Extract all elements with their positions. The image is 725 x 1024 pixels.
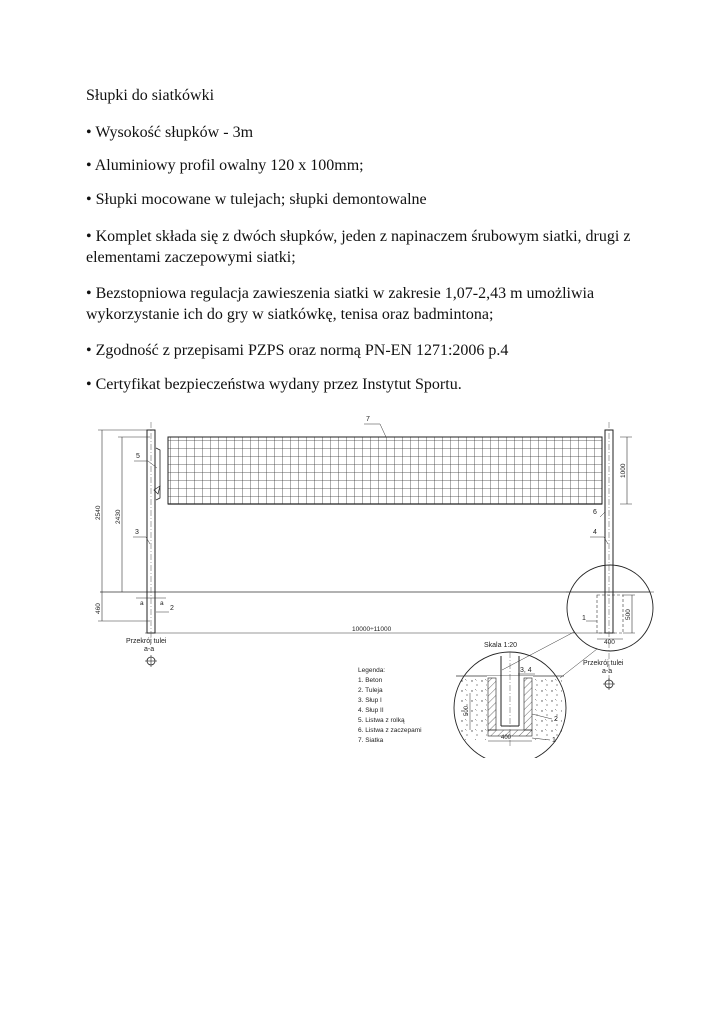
- legend-item-6: 6. Listwa z zaczepami: [358, 727, 422, 734]
- bullet-standard: • Zgodność z przepisami PZPS oraz normą PN-EN 1271:2006 p.4: [86, 342, 509, 359]
- section-label-right: Przekrój tulei: [583, 660, 624, 667]
- bullet-height: • Wysokość słupków - 3m: [86, 124, 254, 141]
- legend-item-3: 3. Słup I: [358, 697, 382, 704]
- callout-2-zoom: 2: [554, 716, 558, 723]
- callout-1: 1: [582, 615, 586, 622]
- bullet-regulation: • Bezstopniowa regulacja zawieszenia siatki w zakresie 1,07-2,43 m umożliwia wykorzystanie ich do gry w siatkówkę, tenisa oraz badmintona;: [86, 285, 595, 323]
- callout-7: 7: [366, 416, 370, 423]
- legend-item-1: 1. Beton: [358, 677, 383, 684]
- dim-detail-width: 400: [604, 639, 615, 646]
- section-sub-left: a-a: [144, 646, 155, 653]
- callout-3: 3: [135, 529, 139, 536]
- dim-net-height: 2430: [115, 509, 122, 524]
- dim-zoom-depth: 500: [464, 705, 470, 716]
- aa-marker-right: a: [160, 600, 164, 607]
- callout-4: 4: [593, 529, 597, 536]
- dim-zoom-width: 400: [501, 735, 512, 741]
- callout-5: 5: [136, 453, 140, 460]
- callout-1-zoom: 1: [552, 737, 556, 744]
- legend-item-7: 7. Siatka: [358, 737, 384, 744]
- document-title: Słupki do siatkówki: [86, 87, 215, 104]
- net: [168, 437, 602, 504]
- legend-item-2: 2. Tuleja: [358, 687, 383, 694]
- bullet-certificate: • Certyfikat bezpieczeństwa wydany przez Instytut Sportu.: [86, 376, 462, 393]
- legend-item-5: 5. Listwa z rolką: [358, 717, 405, 724]
- technical-drawing: [90, 408, 670, 758]
- bullet-mounting: • Słupki mocowane w tulejach; słupki demontowalne: [86, 191, 427, 208]
- legend-item-4: 4. Słup II: [358, 707, 384, 714]
- span-dimension: 10000÷11000: [352, 626, 392, 633]
- legend-title: Legenda:: [358, 667, 386, 674]
- dim-total-height: 2540: [95, 505, 102, 520]
- section-sub-right: a-a: [602, 668, 613, 675]
- callout-3-4: 3, 4: [520, 667, 532, 674]
- dim-sleeve-depth: 460: [95, 603, 102, 614]
- callout-6: 6: [593, 509, 597, 516]
- dim-detail-depth: 500: [625, 609, 632, 620]
- section-label-left: Przekrój tulei: [126, 638, 167, 645]
- scale-label: Skala 1:20: [484, 642, 518, 649]
- dim-net-depth: 1000: [620, 463, 627, 478]
- bullet-profile: • Aluminiowy profil owalny 120 x 100mm;: [86, 157, 364, 174]
- bullet-set: • Komplet składa się z dwóch słupków, jeden z napinaczem śrubowym siatki, drugi z elementami zaczepowymi siatki;: [86, 228, 631, 266]
- callout-2: 2: [170, 605, 174, 612]
- aa-marker-left: a: [140, 600, 144, 607]
